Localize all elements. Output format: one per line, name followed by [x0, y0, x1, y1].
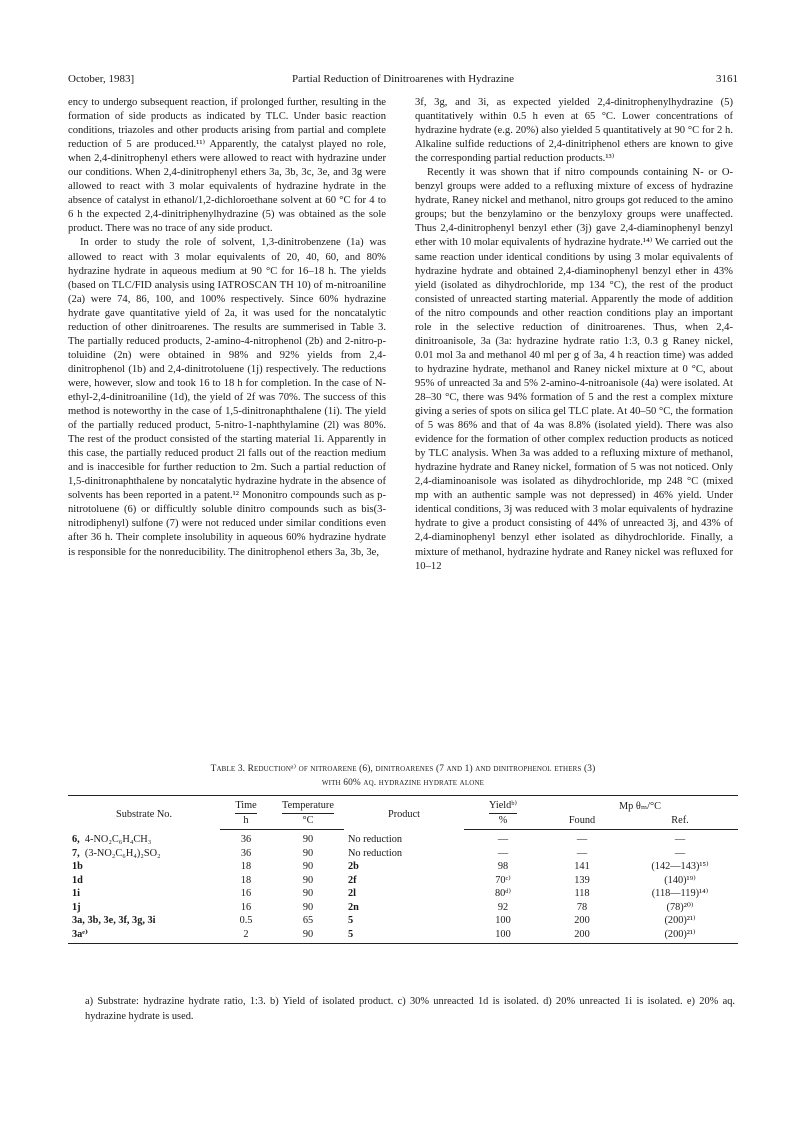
cell-no: 3a, 3b, 3e, 3f, 3g, 3i [72, 915, 156, 926]
cell-yield: 80ᵈ⁾ [494, 888, 512, 899]
cell-ref: (200)²¹⁾ [664, 915, 696, 926]
cell-found: 200 [542, 928, 622, 944]
cell-ref: — [674, 834, 686, 845]
cell-ref: — [674, 847, 686, 859]
cell-product: 2b [348, 861, 359, 872]
cell-found: 139 [574, 874, 590, 886]
cell-product: 5 [348, 915, 354, 926]
results-table [68, 795, 738, 944]
page-header [68, 73, 738, 89]
col-header-time: Time [220, 796, 272, 814]
table-row [68, 887, 738, 901]
cell-temp: 90 [302, 901, 314, 913]
col-header-substrate: Substrate No. [68, 796, 220, 830]
cell-ref: (140)¹⁹⁾ [664, 874, 696, 886]
cell-yield: 98 [497, 861, 509, 872]
cell-no: 1d [72, 874, 83, 886]
cell-temp: 90 [302, 874, 314, 886]
col-header-temperature: Temperature [272, 796, 344, 814]
cell-product: 2l [348, 888, 357, 899]
table-row [68, 847, 738, 861]
col-header-mp: Mp θₘ/°C [542, 796, 738, 814]
table-row [68, 830, 738, 847]
cell-no: 1b [72, 861, 83, 872]
cell-yield: 100 [464, 928, 542, 944]
cell-ref: (78)²⁰⁾ [666, 901, 694, 913]
cell-temp: 90 [302, 847, 314, 859]
table-row [68, 914, 738, 928]
cell-yield: — [497, 847, 509, 859]
table-row [68, 901, 738, 915]
col-header-yield: Yieldᵇ⁾ [464, 796, 542, 814]
journal-date: October, 1983] [68, 73, 135, 85]
paragraph: In order to study the role of solvent, 1,3-dinitrobenzene (1a) was allowed to react with 3 molar equivalents of 20, 40, 60, and 80% hydrazine hydrate in aqueous medium at 90 °C for 16–18 h. The yields (based on TLC/FID analysis using IATROSCAN TH 10) of m-nitroaniline (2a) were 74, 86, 100, and 100% respectively. Since 60% hydrazine hydrate gave quantitative yield of 2a, it was used for the noncatalytic reduction of other dinitroarenes. The results are summerised in Table 3. The partially reduced products, 2-amino-4-nitrophenol (2b) and 2-nitro-p-toluidine (2n) were obtained in 98% and 92% yields from 2,4-dinitrophenol (1b) and 2,4-dinitrotoluene (1j) respectively. The reductions were, however, slow and took 16 to 18 h for completion. In the case of N-ethyl-2,4-dinitroaniline (1d), the yield of 2f was 70%. The success of this method is noteworthy in the case of 1,5-dinitronaphthalene (1i). The yield of the partially reduced product, 5-nitro-1-naphthylamine (2l) was 80%. The rest of the product consisted of the starting material 1i. Apparently in this case, the partially reduced product 2l falls out of the reaction medium and is inaccesible for further reduction to 2m. Such a partial reduction of 1,5-dinitronaphthalene by noncatalytic hydrazine hydrate in the absence of solvents has been reported in a patent.¹² Mononitro compounds such as p-nitrotoluene (6) or difficultly soluble dinitro compounds such as bis(3-nitrodiphenyl) sulfone (7) were not reduced under similar conditions even after 36 h. Their complete insolubility in aqueous 60% hydrazine hydrate is responsible for the nonreducibility. The dinitrophenol ethers 3a, 3b, 3e, [68, 237, 386, 558]
cell-no: 3aᵉ⁾ [68, 928, 220, 944]
cell-product: 5 [344, 928, 464, 944]
cell-found: — [576, 847, 588, 859]
col-unit-yield: % [464, 814, 542, 830]
cell-temp: 65 [302, 915, 314, 926]
cell-no: 7, [72, 847, 80, 859]
cell-time: 0.5 [239, 915, 253, 926]
cell-ref: (200)²¹⁾ [622, 928, 738, 944]
cell-yield: 100 [495, 915, 511, 926]
left-column [68, 96, 386, 560]
cell-time: 18 [240, 861, 252, 872]
cell-product: 2f [348, 874, 357, 886]
cell-found: 141 [574, 861, 590, 872]
cell-time: 2 [220, 928, 272, 944]
cell-found: 78 [576, 901, 588, 913]
cell-temp: 90 [272, 928, 344, 944]
cell-yield: — [497, 834, 509, 845]
table-caption [68, 762, 738, 790]
paragraph: Recently it was shown that if nitro compounds containing N- or O-benzyl groups were added to a refluxing mixture of excess of hydrazine hydrate, Raney nickel and methanol, nitro groups got reduced to the amino groups; but the benzylamino or the benzyloxy groups were unaffected. Thus 2,4-dinitrophenyl benzyl ether (3j) gave 2,4-diaminophenyl benzyl ether with 10 molar equivalents of hydrazine hydrate.¹⁴⁾ We carried out the same reaction under identical conditions by using 3 molar equivalents of hydrazine hydrate and obtained 2,4-diaminophenyl benzyl ether in 43% yield (isolated as dihydrochloride, mp 134 °C), the rest of the product consisted of unreacted starting material. Apparently the mode of addition of the nitro compounds and other reaction conditions play an important role in the selective reduction of dinitroarenes. Thus, when 2,4-dinitroanisole, 3a (3a: hydrazine hydrate ratio 1:3, 0.3 g Raney nickel, 0.01 mol 3a and methanol 40 ml per g of 3a, 4 h reaction time) was added to hydrazine hydrate, methanol and Raney nickel mixture at 0 °C, about 95% of unreacted 3a and 5% 2-amino-4-nitroanisole (4a) were isolated. At 28–30 °C, there was 94% formation of 5 and the rest a complex mixture giving a series of spots on silica gel TLC plate. At 40–50 °C, the formation of 5 was 86% and that of 4a was 8.8% (isolated yield). There was also evidence for the formation of other complex reduction products as noticed by TLC analysis. When 3a was added to a refluxing mixture of methanol, hydrazine hydrate and Raney nickel, formation of 5 was not noticed. Only 2,4-diaminoanisole was isolated as dihydrochloride, mp 248 °C (mixed mp with an authentic sample was not depressed) in 46% yield. Under identical conditions, 3j was reduced with 3 molar equivalents of hydrazine hydrate to give a product consisting of 44% of unreacted 3j, and 43% of 2,4-diaminophenyl benzyl ether isolated as dihydrochloride. Finally, a mixture of methanol, hydrazine hydrate and Raney nickel was refluxed for 10–12 [415, 167, 733, 572]
col-header-product: Product [344, 796, 464, 830]
table-caption-line: Table 3. Reductionᵃ⁾ of nitroarene (6), dinitroarenes (7 and 1) and dinitrophenol ethers (3) [210, 764, 596, 774]
cell-no: 1j [72, 901, 81, 913]
cell-found: 118 [574, 888, 590, 899]
cell-product: No reduction [348, 847, 403, 859]
cell-no: 6, [72, 833, 80, 845]
cell-time: 16 [240, 888, 252, 899]
table-footnotes: a) Substrate: hydrazine hydrate ratio, 1:3. b) Yield of isolated product. c) 30% unreacted 1d is isolated. d) 20% unreacted 1i is isolated. e) 20% aq. hydrazine hydrate is used. [85, 996, 735, 1022]
cell-yield: 70ᶜ⁾ [495, 874, 511, 886]
cell-no: 1i [72, 888, 81, 899]
cell-substrate: (3-NO₂C₆H₄)₂SO₂ [84, 847, 161, 859]
table-row [68, 874, 738, 888]
col-header-ref: Ref. [622, 814, 738, 830]
cell-temp: 90 [302, 861, 314, 872]
cell-product: 2n [348, 901, 359, 913]
table-caption-line: with 60% aq. hydrazine hydrate alone [321, 778, 485, 788]
cell-product: No reduction [348, 833, 403, 845]
cell-time: 16 [240, 901, 252, 913]
col-header-found: Found [542, 814, 622, 830]
table-row [68, 928, 738, 944]
running-title: Partial Reduction of Dinitroarenes with Hydrazine [291, 73, 515, 85]
cell-ref: (142—143)¹⁵⁾ [651, 861, 709, 872]
paragraph: ency to undergo subsequent reaction, if prolonged further, resulting in the formation of side products as indicated by TLC. Under basic reaction conditions, triazoles and other products arising from partial and complete reduction of 5 are produced.¹¹⁾ Apparently, the catalyst played no role, when 2,4-dinitrophenyl ethers were allowed to react with hydrazine under our conditions. When 2,4-dinitrophenyl ethers 3a, 3b, 3c, 3e, and 3g were allowed to react with 3 molar equivalents of hydrazine hydrate in the absence of catalyst in ethanol/1,2-dichloroethane solvent at 60 °C for 4 to 6 h the expected 2,4-dinitriphenylhydrazine (5) was obtained as the sole product. There was no trace of any side product. [68, 97, 386, 235]
cell-yield: 92 [497, 901, 509, 913]
cell-temp: 90 [302, 888, 314, 899]
col-unit-time: h [220, 814, 272, 830]
page-number: 3161 [716, 73, 738, 85]
cell-substrate: 4-NO₂C₆H₄CH₃ [84, 833, 152, 845]
cell-time: 36 [240, 834, 252, 845]
cell-time: 36 [240, 847, 252, 859]
right-column [415, 96, 733, 574]
cell-temp: 90 [302, 834, 314, 845]
cell-found: 200 [574, 915, 590, 926]
cell-time: 18 [240, 874, 252, 886]
paragraph: 3f, 3g, and 3i, as expected yielded 2,4-dinitrophenylhydrazine (5) quantitatively within 0.5 h even at 65 °C. Lower concentrations of hydrazine hydrate (e.g. 20%) also yielded 5 quantitatively at 90 °C for 2 h. Alkaline sulfide reductions of 2,4-dinitriphenol ethers are known to give the corresponding partial reduction products.¹³⁾ [415, 97, 733, 165]
cell-ref: (118—119)¹⁴⁾ [651, 888, 709, 899]
table-row [68, 860, 738, 874]
cell-found: — [576, 834, 588, 845]
col-unit-temperature: °C [272, 814, 344, 830]
